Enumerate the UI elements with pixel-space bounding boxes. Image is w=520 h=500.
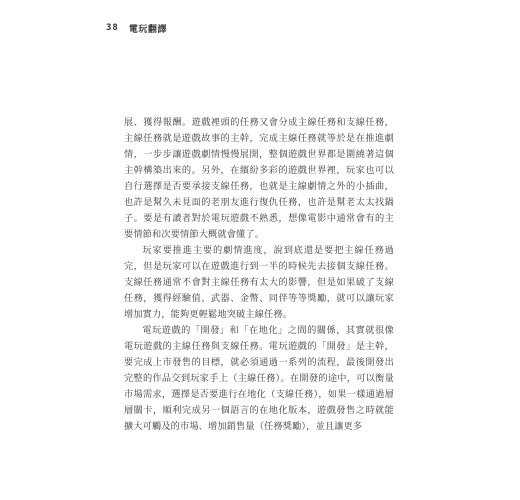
body-text <box>124 115 394 435</box>
running-header <box>106 20 167 36</box>
paragraph-3: 電玩遊戲的「開發」和「在地化」之間的關係，其實就很像電玩遊戲的主線任務與支線任務。電玩遊戲的「開發」是主幹，要完成上市發售的目標，就必須通過一系列的流程，最後開發出完整的作品交到玩家手上（主線任務）。在開發的途中，可以衡量市場需求，選擇是否要進行在地化（支線任務），如果一樣通過層層關卡，順利完成另一個語言的在地化版本，遊戲發售之時就能擴大可觸及的市場、增加銷售量（任務獎勵），並且讓更多 <box>124 325 394 432</box>
page-number: 38 <box>106 23 119 33</box>
paragraph-1: 展、獲得報酬。遊戲裡頭的任務又會分成主線任務和支線任務，主線任務就是遊戲故事的主幹，完成主線任務就等於是在推進劇情，一步步讓遊戲劇情慢慢展開，整個遊戲世界都是圍繞著這個主幹構築出來的。另外，在繽紛多彩的遊戲世界裡，玩家也可以自行選擇是否要承接支線任務，也就是主線劇情之外的小插曲，也許是幫久未見面的老朋友進行復仇任務，也許是幫老太太找鍋子。要是有讀者對於電玩遊戲不熟悉，想像電影中通常會有的主要情節和次要情節大概就會懂了。 <box>124 117 394 240</box>
book-title: 電玩翻譯 <box>128 24 167 35</box>
paragraph-2: 玩家要推進主要的劇情進度，說到底還是要把主線任務過完，但是玩家可以在遊戲進行到一半的時候先去接個支線任務。支線任務通常不會對主線任務有太大的影響，但是如果破了支線任務，獲得經驗值、武器、金幣、同伴等等獎勵，就可以讓玩家增加實力，能夠更輕鬆地突破主線任務。 <box>124 245 394 320</box>
